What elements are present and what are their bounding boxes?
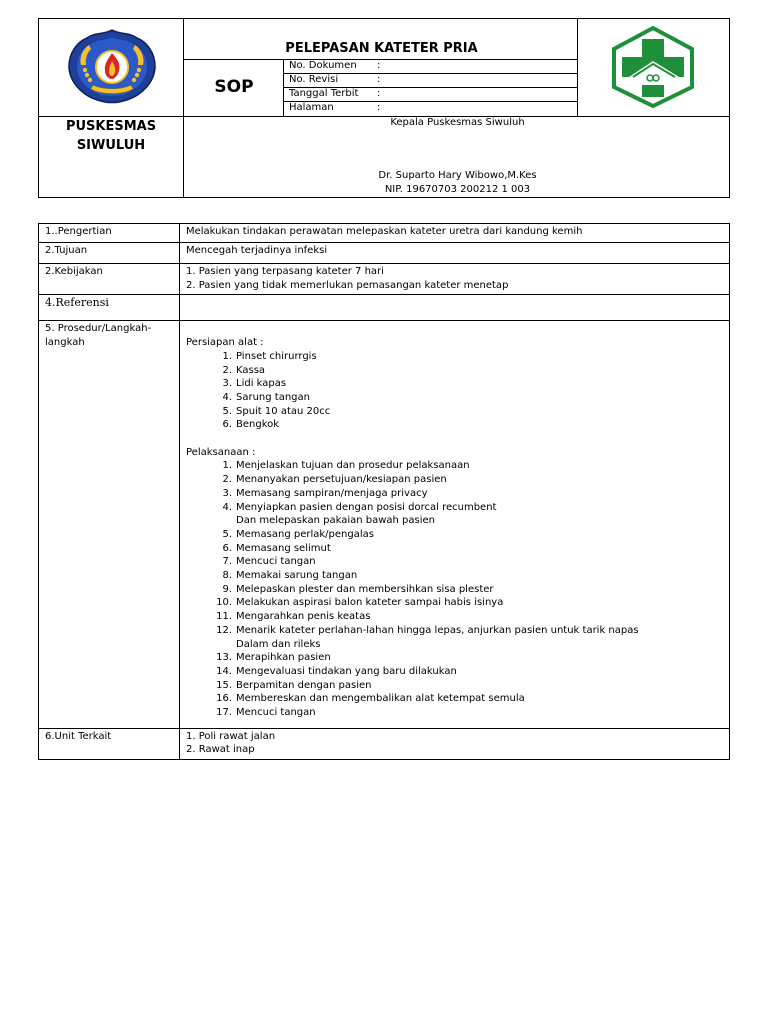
list-item-text: Bengkok: [236, 419, 280, 431]
list-item-number: 14.: [216, 665, 232, 677]
list-item-text: Spuit 10 atau 20cc: [236, 405, 331, 417]
list-item-number: 6.: [222, 542, 232, 554]
list-item: [186, 569, 723, 583]
signer-title: Kepala Puskesmas Siwuluh: [390, 117, 525, 128]
institution-line: PUSKESMAS: [65, 119, 157, 134]
row-label: 2.Kebijakan: [39, 264, 180, 295]
list-item: 1. Poli rawat jalan: [186, 730, 276, 742]
list-item: [186, 391, 723, 405]
list-item-text: Memasang sampiran/menjaga privacy: [236, 487, 428, 499]
list-item: [186, 706, 723, 720]
list-item: [186, 459, 723, 473]
institution-name: [39, 117, 183, 155]
list-item-text: Mengarahkan penis keatas: [236, 611, 371, 623]
list-item: [186, 692, 723, 706]
list-item: [186, 583, 723, 597]
list-item-text: Berpamitan dengan pasien: [236, 679, 372, 691]
sop-title: PELEPASAN KATETER PRIA: [285, 41, 478, 56]
list-item-number: 17.: [216, 707, 232, 719]
list-item: [186, 473, 723, 487]
list-item-number: 6.: [222, 419, 232, 431]
signer-nip: NIP. 19670703 200212 1 003: [384, 184, 531, 195]
row-content: Mencegah terjadinya infeksi: [180, 243, 730, 264]
row-content: [180, 264, 730, 295]
row-content: Melakukan tindakan perawatan melepaskan kateter uretra dari kandung kemih: [180, 224, 730, 243]
list-item-number: 9.: [222, 583, 232, 595]
list-item-number: 12.: [216, 624, 232, 636]
list-item-number: 10.: [216, 597, 232, 609]
list-item-number: 8.: [222, 570, 232, 582]
list-item: [186, 377, 723, 391]
table-row: [39, 295, 730, 321]
list-item: [186, 528, 723, 542]
meta-row: [284, 87, 578, 101]
list-item-number: 5.: [222, 405, 232, 417]
table-row: [39, 728, 730, 759]
row-content: [180, 321, 730, 728]
meta-label: Halaman: [289, 102, 334, 113]
list-item-text: Lidi kapas: [236, 378, 287, 390]
persiapan-title: Persiapan alat :: [186, 337, 264, 349]
list-item: [186, 405, 723, 419]
list-item-number: 15.: [216, 679, 232, 691]
row-label: 4.Referensi: [39, 295, 180, 321]
list-item-text: Mencuci tangan: [236, 707, 316, 719]
list-item-text: Memakai sarung tangan: [236, 570, 358, 582]
list-item-number: 2.: [222, 364, 232, 376]
row-label: [39, 321, 180, 728]
document-header: [38, 18, 730, 198]
row-label: 2.Tujuan: [39, 243, 180, 264]
meta-label: Tanggal Terbit: [289, 88, 359, 99]
list-item-text: Mengevaluasi tindakan yang baru dilakukan: [236, 665, 457, 677]
header-divider: [183, 19, 184, 198]
list-item-text: Menarik kateter perlahan-lahan hingga lepas, anjurkan pasien untuk tarik napas Dalam dan rileks: [236, 624, 723, 651]
list-item-text: Membereskan dan mengembalikan alat ketempat semula: [236, 693, 525, 705]
meta-label: No. Revisi: [289, 74, 339, 85]
list-item-number: 5.: [222, 528, 232, 540]
list-item-text: Melepaskan plester dan membersihkan sisa plester: [236, 583, 494, 595]
list-item-number: 11.: [216, 611, 232, 623]
list-item-text: Pinset chirurrgis: [236, 350, 317, 362]
table-row: [39, 224, 730, 243]
row-label: 1..Pengertian: [39, 224, 180, 243]
list-item: [186, 418, 723, 432]
list-item-number: 2.: [222, 474, 232, 486]
list-item-text: Menjelaskan tujuan dan prosedur pelaksanaan: [236, 460, 470, 472]
sop-label: SOP: [214, 77, 254, 97]
list-item: [186, 596, 723, 610]
row-label-line: 5. Prosedur/Langkah-: [45, 323, 152, 335]
table-row: [39, 264, 730, 295]
list-item-number: 1.: [222, 460, 232, 472]
table-row: [39, 243, 730, 264]
table-row: [39, 321, 730, 728]
list-item: [186, 542, 723, 556]
puskesmas-logo-icon: [609, 25, 697, 109]
list-item-number: 4.: [222, 391, 232, 403]
list-item-continuation: Dalam dan rileks: [236, 638, 321, 650]
pelaksanaan-title: Pelaksanaan :: [186, 446, 256, 458]
sop-content-table: [38, 223, 730, 760]
institution-line: SIWULUH: [76, 138, 146, 153]
meta-value: :: [377, 102, 381, 113]
list-item-text: Melakukan aspirasi balon kateter sampai habis isinya: [236, 597, 504, 609]
list-item: [186, 350, 723, 364]
meta-value: :: [377, 74, 381, 85]
list-item-number: 7.: [222, 556, 232, 568]
list-item-text: Sarung tangan: [236, 391, 310, 403]
list-item-text: Mencuci tangan: [236, 556, 316, 568]
list-item: [186, 610, 723, 624]
list-item: [186, 665, 723, 679]
meta-label: No. Dokumen: [289, 60, 357, 71]
list-item-text: Kassa: [236, 364, 266, 376]
pelaksanaan-list: [186, 459, 723, 719]
list-item-number: 13.: [216, 652, 232, 664]
list-item: [186, 555, 723, 569]
meta-row: [284, 101, 578, 115]
row-label: 6.Unit Terkait: [39, 728, 180, 759]
meta-value: :: [377, 60, 381, 71]
signer-name: Dr. Suparto Hary Wibowo,M.Kes: [378, 170, 537, 181]
persiapan-list: [186, 350, 723, 432]
list-item-number: 3.: [222, 487, 232, 499]
row-content: [180, 295, 730, 321]
list-item: [186, 679, 723, 693]
spacer: [186, 322, 723, 336]
list-item-text: Menanyakan persetujuan/kesiapan pasien: [236, 474, 447, 486]
list-item-number: 16.: [216, 693, 232, 705]
list-item: [186, 501, 723, 528]
list-item: [186, 364, 723, 378]
list-item-text: Memasang selimut: [236, 542, 331, 554]
meta-value: :: [377, 88, 381, 99]
list-item: 2. Rawat inap: [186, 744, 255, 756]
list-item: 2. Pasien yang tidak memerlukan pemasangan kateter menetap: [186, 279, 509, 291]
list-item: [186, 624, 723, 651]
meta-row: [284, 59, 578, 73]
list-item-text: Menyiapkan pasien dengan posisi dorcal recumbent Dan melepaskan pakaian bawah pasien: [236, 501, 723, 528]
list-item: [186, 651, 723, 665]
list-item-number: 4.: [222, 501, 232, 513]
regency-emblem-icon: [63, 27, 161, 105]
list-item: [186, 487, 723, 501]
list-item: 1. Pasien yang terpasang kateter 7 hari: [186, 266, 384, 277]
row-label-line: langkah: [45, 337, 85, 349]
row-content: [180, 728, 730, 759]
meta-row: [284, 73, 578, 87]
list-item-continuation: Dan melepaskan pakaian bawah pasien: [236, 515, 436, 527]
list-item-text: Memasang perlak/pengalas: [236, 528, 374, 540]
list-item-text: Merapihkan pasien: [236, 652, 331, 664]
list-item-number: 3.: [222, 378, 232, 390]
spacer: [186, 432, 723, 446]
list-item-number: 1.: [222, 350, 232, 362]
